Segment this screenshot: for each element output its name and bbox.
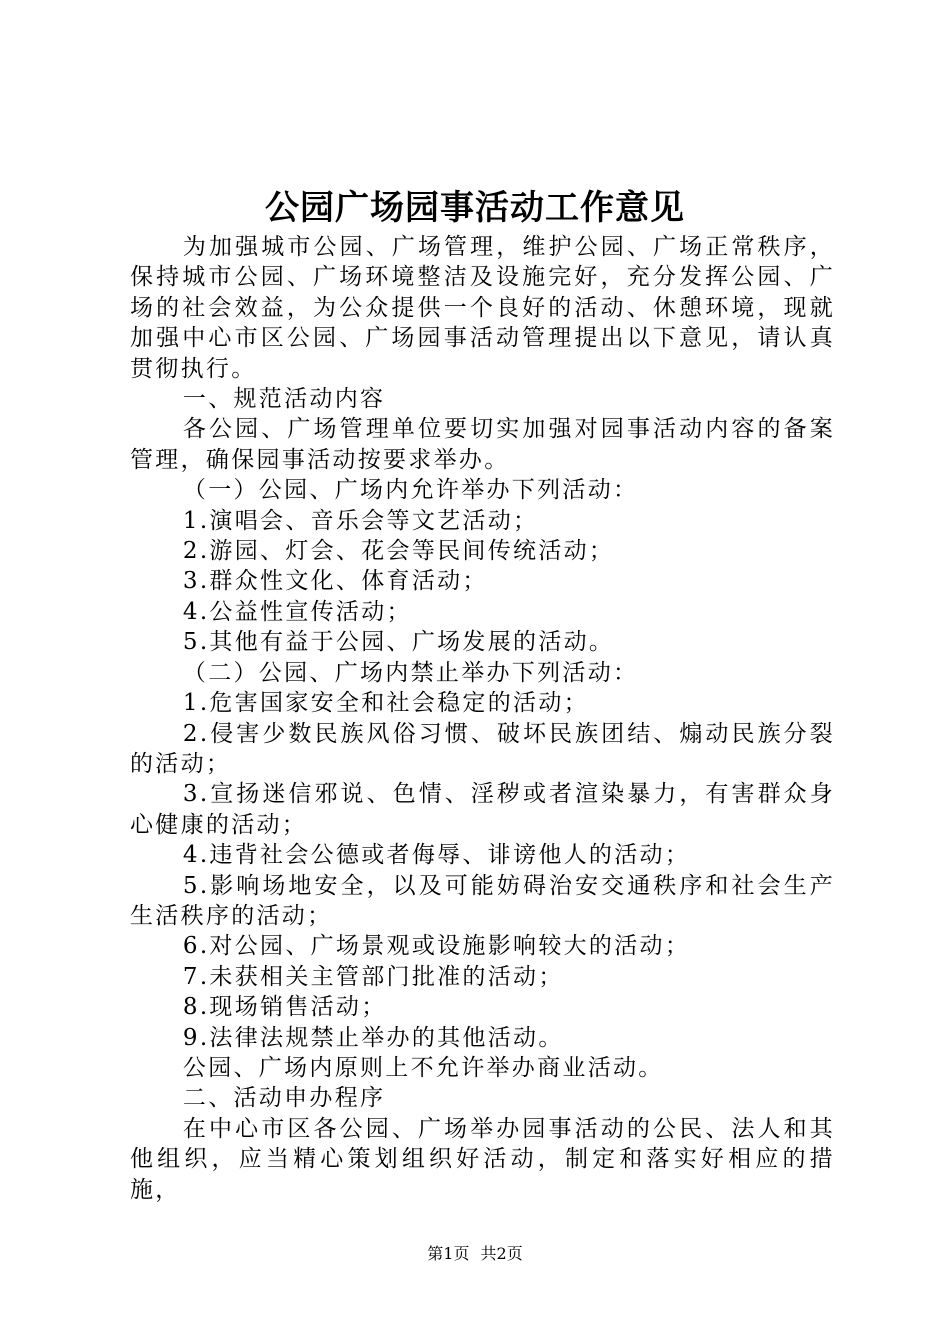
paragraph: 公园、广场内原则上不允许举办商业活动。 xyxy=(182,1054,664,1081)
list-item: 1.危害国家安全和社会稳定的活动； xyxy=(182,690,589,717)
list-item: 6.对公园、广场景观或设施影响较大的活动； xyxy=(182,933,691,960)
page-number: 第1页 xyxy=(427,1244,470,1263)
paragraph-intro: 为加强城市公园、广场管理，维护公园、广场正常秩序，保持城市公园、广场环境整洁及设施完好，充分发挥公园、广场的社会效益，为公众提供一个良好的活动、休憩环境，现就加强中心市区公园、广场园事活动管理提出以下意见，请认真贯彻执行。 xyxy=(130,234,835,382)
subsection-heading: （一）公园、广场内允许举办下列活动： xyxy=(182,477,639,504)
list-item: 9.法律法规禁止举办的其他活动。 xyxy=(182,1024,564,1051)
page-footer xyxy=(0,1244,950,1264)
paragraph: 在中心市区各公园、广场举办园事活动的公民、法人和其他组织，应当精心策划组织好活动，制定和落实好相应的措施， xyxy=(130,1115,835,1203)
list-item: 4.公益性宣传活动； xyxy=(182,598,412,625)
list-item: 1.演唱会、音乐会等文艺活动； xyxy=(182,507,539,534)
list-item: 2.侵害少数民族风俗习惯、破坏民族团结、煽动民族分裂的活动； xyxy=(130,720,835,777)
list-item: 4.违背社会公德或者侮辱、诽谤他人的活动； xyxy=(182,842,691,869)
document-body xyxy=(130,232,835,1205)
list-item: 5.影响场地安全，以及可能妨碍治安交通秩序和社会生产生活秩序的活动； xyxy=(130,872,835,929)
list-item: 5.其他有益于公园、广场发展的活动。 xyxy=(182,629,615,656)
paragraph: 各公园、广场管理单位要切实加强对园事活动内容的备案管理，确保园事活动按要求举办。 xyxy=(130,416,835,473)
document-title: 公园广场园事活动工作意见 xyxy=(265,188,685,228)
list-item: 3.宣扬迷信邪说、色情、淫秽或者渲染暴力，有害群众身心健康的活动； xyxy=(130,781,835,838)
list-item: 2.游园、灯会、花会等民间传统活动； xyxy=(182,538,615,565)
subsection-heading: （二）公园、广场内禁止举办下列活动： xyxy=(182,659,639,686)
page-total: 共2页 xyxy=(480,1244,523,1263)
list-item: 3.群众性文化、体育活动； xyxy=(182,568,488,595)
list-item: 8.现场销售活动； xyxy=(182,994,387,1021)
list-item: 7.未获相关主管部门批准的活动； xyxy=(182,963,564,990)
section-heading-1: 一、规范活动内容 xyxy=(182,386,386,413)
section-heading-2: 二、活动申办程序 xyxy=(182,1085,386,1112)
